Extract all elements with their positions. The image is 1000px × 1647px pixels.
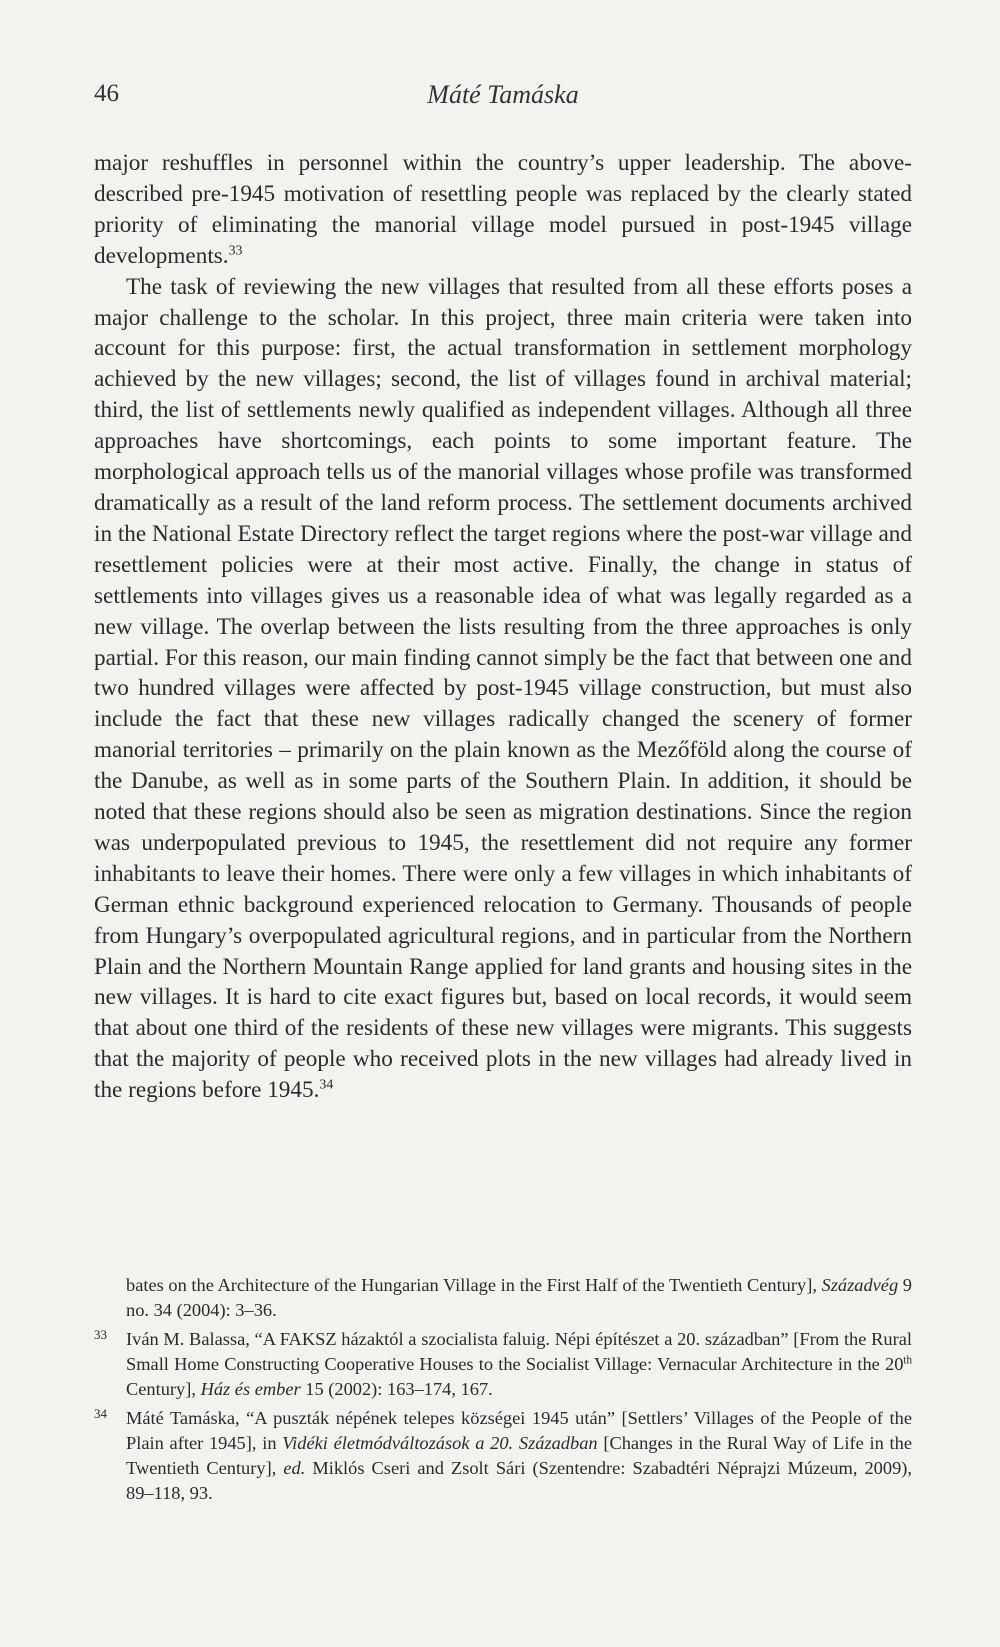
page-header: [94, 80, 912, 120]
footnote-text-part: Century],: [126, 1379, 201, 1399]
footnote-text-part: 15 (2002): 163–174, 167.: [300, 1379, 493, 1399]
footnote-ref: 34: [319, 1077, 334, 1093]
footnote-text-part: [Changes in the Rural Way of Life in the Twentieth Century],: [126, 1433, 913, 1478]
footnote-text: [126, 1408, 912, 1503]
footnote-abbrev: ed.: [283, 1458, 306, 1478]
footnote-text-part: Iván M. Balassa, “A FAKSZ házaktól a szocialista faluig. Népi építészet a 20. században” [From the Rural Small Home Constructing Cooperative Houses to the Socialist Village: Vernacular Architecture in the 20: [126, 1329, 912, 1374]
footnote-title: Ház és ember: [200, 1379, 301, 1399]
running-head: Máté Tamáska: [427, 80, 579, 109]
main-text: [94, 148, 912, 1106]
ordinal-suffix: th: [903, 1354, 912, 1367]
paragraph: [94, 148, 912, 272]
footnote-continuation: [94, 1273, 912, 1323]
footnotes: [94, 1273, 912, 1510]
footnote-title: Vidéki életmódváltozások a 20. Században: [282, 1433, 598, 1453]
page-number: 46: [94, 80, 119, 107]
paragraph-text: The task of reviewing the new villages that resulted from all these efforts poses a major challenge to the scholar. In this project, three main criteria were taken into account for this purpose: first, the actual transformation in settlement morphology achieved by the new villages; second, the list of villages found in archival material; third, the list of settlements newly qualified as independent villages. Although all three approaches have shortcomings, each points to some important feature. The morphological approach tells us of the manorial villages whose profile was transformed dramatically as a result of the land reform process. The settlement documents archived in the National Estate Directory reflect the target regions where the post-war village and resettlement policies were at their most active. Finally, the change in status of settlements into villages gives us a reasonable idea of what was legally regarded as a new village. The overlap between the lists resulting from the three approaches is only partial. For this reason, our main finding cannot simply be the fact that between one and two hundred villages were affected by post-1945 village construction, but must also include the fact that these new villages radically changed the scenery of former manorial territories – primarily on the plain known as the Mezőföld along the course of the Danube, as well as in some parts of the Southern Plain. In addition, it should be noted that these regions should also be seen as migration destinations. Since the region was underpopulated previous to 1945, the resettlement did not require any former inhabitants to leave their homes. There were only a few villages in which inhabitants of German ethnic background experienced relocation to Germany. Thousands of people from Hungary’s overpopulated agricultural regions, and in particular from the Northern Plain and the Northern Mountain Range applied for land grants and housing sites in the new villages. It is hard to cite exact figures but, based on local records, it would seem that about one third of the residents of these new villages were migrants. This suggests that the majority of people who received plots in the new villages had already lived in the regions before 1945.: [94, 273, 912, 1104]
footnote-text: [126, 1275, 912, 1320]
footnote-text-part: Máté Tamáska, “A puszták népének telepes községei 1945 után” [Settlers’ Villages of the People of the Plain after 1945], in: [126, 1408, 912, 1453]
footnote-number: 34: [94, 1406, 107, 1421]
footnote-text-part: bates on the Architecture of the Hungarian Village in the First Half of the Twentieth Century],: [126, 1275, 822, 1295]
footnote-text: [126, 1329, 912, 1399]
footnote-number: 33: [94, 1327, 107, 1342]
footnote-33: [94, 1327, 912, 1402]
paragraph: [94, 272, 912, 1106]
footnote-text-part: 9 no. 34 (2004): 3–36.: [126, 1275, 912, 1320]
footnote-34: [94, 1406, 912, 1506]
paragraph-text: major reshuffles in personnel within the country’s upper leadership. The above-described pre-1945 motivation of resettling people was replaced by the clearly stated priority of eliminating the manorial village model pursued in post-1945 village developments.: [94, 150, 912, 269]
footnote-ref: 33: [228, 243, 243, 259]
footnote-text-part: Miklós Cseri and Zsolt Sári (Szentendre: Szabadtéri Néprajzi Múzeum, 2009), 89–118, 93.: [126, 1458, 912, 1503]
footnote-title: Századvég: [821, 1275, 899, 1295]
